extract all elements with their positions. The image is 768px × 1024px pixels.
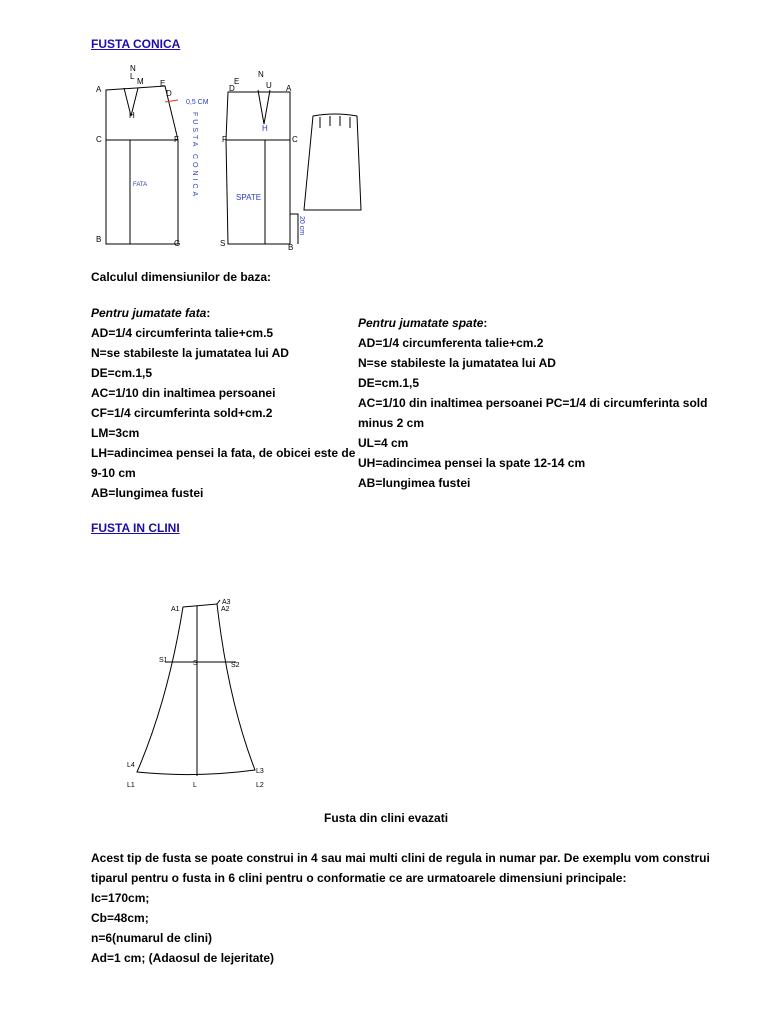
fusta-conica-link[interactable]: FUSTA CONICA <box>91 37 181 51</box>
point-e-back: E <box>234 77 240 86</box>
back-half-title-text: Pentru jumatate spate <box>358 316 484 330</box>
offset-label: 0,5 CM <box>186 99 209 106</box>
point-g-front: G <box>174 239 181 248</box>
back-line: AB=lungimea fustei <box>358 476 471 490</box>
label-s1: S1 <box>159 657 168 664</box>
point-l-front: L <box>130 72 135 81</box>
front-half-title-colon: : <box>206 306 211 320</box>
gored-skirt-diagram <box>120 590 280 795</box>
gored-skirt-paragraph <box>91 848 731 968</box>
front-line: 9-10 cm <box>91 466 136 480</box>
point-b-front: B <box>96 235 102 244</box>
label-l3: L3 <box>256 768 264 775</box>
point-d-back: D <box>229 84 235 93</box>
back-line: AD=1/4 circumferenta talie+cm.2 <box>358 336 544 350</box>
point-b-back: B <box>288 243 294 252</box>
back-line: DE=cm.1,5 <box>358 376 420 390</box>
label-a1: A1 <box>171 606 180 613</box>
label-l2: L2 <box>256 782 264 789</box>
gore-outline <box>137 604 255 775</box>
point-n-back: N <box>258 70 264 79</box>
vertical-title-label: FUSTA CONICA <box>191 112 198 200</box>
back-panel-label: SPATE <box>236 193 262 202</box>
point-n-front: N <box>130 64 136 73</box>
front-panel-label: FATA <box>133 182 148 188</box>
conical-skirt-pattern-diagram <box>92 64 382 254</box>
front-half-instructions <box>91 303 356 503</box>
label-a2: A2 <box>221 606 230 613</box>
point-e-front: E <box>160 79 166 88</box>
back-dart <box>258 90 270 124</box>
point-a-front: A <box>96 85 102 94</box>
point-d-front: D <box>166 89 172 98</box>
back-half-instructions <box>358 313 718 493</box>
back-line: UL=4 cm <box>358 436 409 450</box>
finished-skirt-pleats <box>320 116 350 128</box>
point-s-back: S <box>220 239 226 248</box>
back-panel-outline <box>226 92 290 244</box>
point-c-back: C <box>292 135 298 144</box>
front-line: AD=1/4 circumferinta talie+cm.5 <box>91 326 274 340</box>
back-line: N=se stabileste la jumatatea lui AD <box>358 356 556 370</box>
paragraph-line: Acest tip de fusta se poate construi in 4 sau mai multi clini de regula in numar par. De exemplu vom construi <box>91 851 710 865</box>
front-line: LM=3cm <box>91 426 140 440</box>
back-half-title-colon: : <box>483 316 488 330</box>
paragraph-line: Ad=1 cm; (Adaosul de lejeritate) <box>91 951 275 965</box>
paragraph-line: tiparul pentru o fusta in 6 clini pentru o conformatie ce are urmatoarele dimensiuni principale: <box>91 871 627 885</box>
label-s: S <box>193 660 198 667</box>
fusta-in-clini-link[interactable]: FUSTA IN CLINI <box>91 521 180 535</box>
back-half-title <box>358 313 718 333</box>
basic-dimensions-heading: Calculul dimensiunilor de baza: <box>91 270 272 284</box>
point-h-back: H <box>262 124 268 133</box>
label-l1: L1 <box>127 782 135 789</box>
back-line: AC=1/10 din inaltimea persoanei PC=1/4 di circumferinta sold <box>358 396 708 410</box>
label-l: L <box>193 782 197 789</box>
front-line: CF=1/4 circumferinta sold+cm.2 <box>91 406 273 420</box>
finished-skirt-sketch <box>304 114 361 210</box>
point-c-front: C <box>96 135 102 144</box>
paragraph-line: Ic=170cm; <box>91 891 150 905</box>
point-a-back: A <box>286 84 292 93</box>
label-l4: L4 <box>127 762 135 769</box>
point-m-front: M <box>137 77 144 86</box>
back-line: minus 2 cm <box>358 416 425 430</box>
label-a3: A3 <box>222 599 231 606</box>
label-s2: S2 <box>231 662 240 669</box>
front-half-title-text: Pentru jumatate fata <box>91 306 207 320</box>
back-line: UH=adincimea pensei la spate 12-14 cm <box>358 456 586 470</box>
gored-skirt-caption: Fusta din clini evazati <box>324 811 449 825</box>
front-line: LH=adincimea pensei la fata, de obicei este de <box>91 446 356 460</box>
side-measure-label: 20 cm <box>298 216 305 236</box>
back-side-measure <box>290 214 298 244</box>
front-line: AC=1/10 din inaltimea persoanei <box>91 386 276 400</box>
front-panel-outline <box>106 86 178 244</box>
point-f-front: F <box>174 135 179 144</box>
paragraph-line: n=6(numarul de clini) <box>91 931 213 945</box>
front-line: DE=cm.1,5 <box>91 366 153 380</box>
front-half-title <box>91 303 356 323</box>
point-h-front: H <box>129 111 135 120</box>
paragraph-line: Cb=48cm; <box>91 911 149 925</box>
front-line: AB=lungimea fustei <box>91 486 204 500</box>
front-line: N=se stabileste la jumatatea lui AD <box>91 346 289 360</box>
point-u-back: U <box>266 81 272 90</box>
point-f-back: F <box>222 135 227 144</box>
offset-marker <box>165 100 178 102</box>
gore-a3-tick <box>217 600 220 604</box>
